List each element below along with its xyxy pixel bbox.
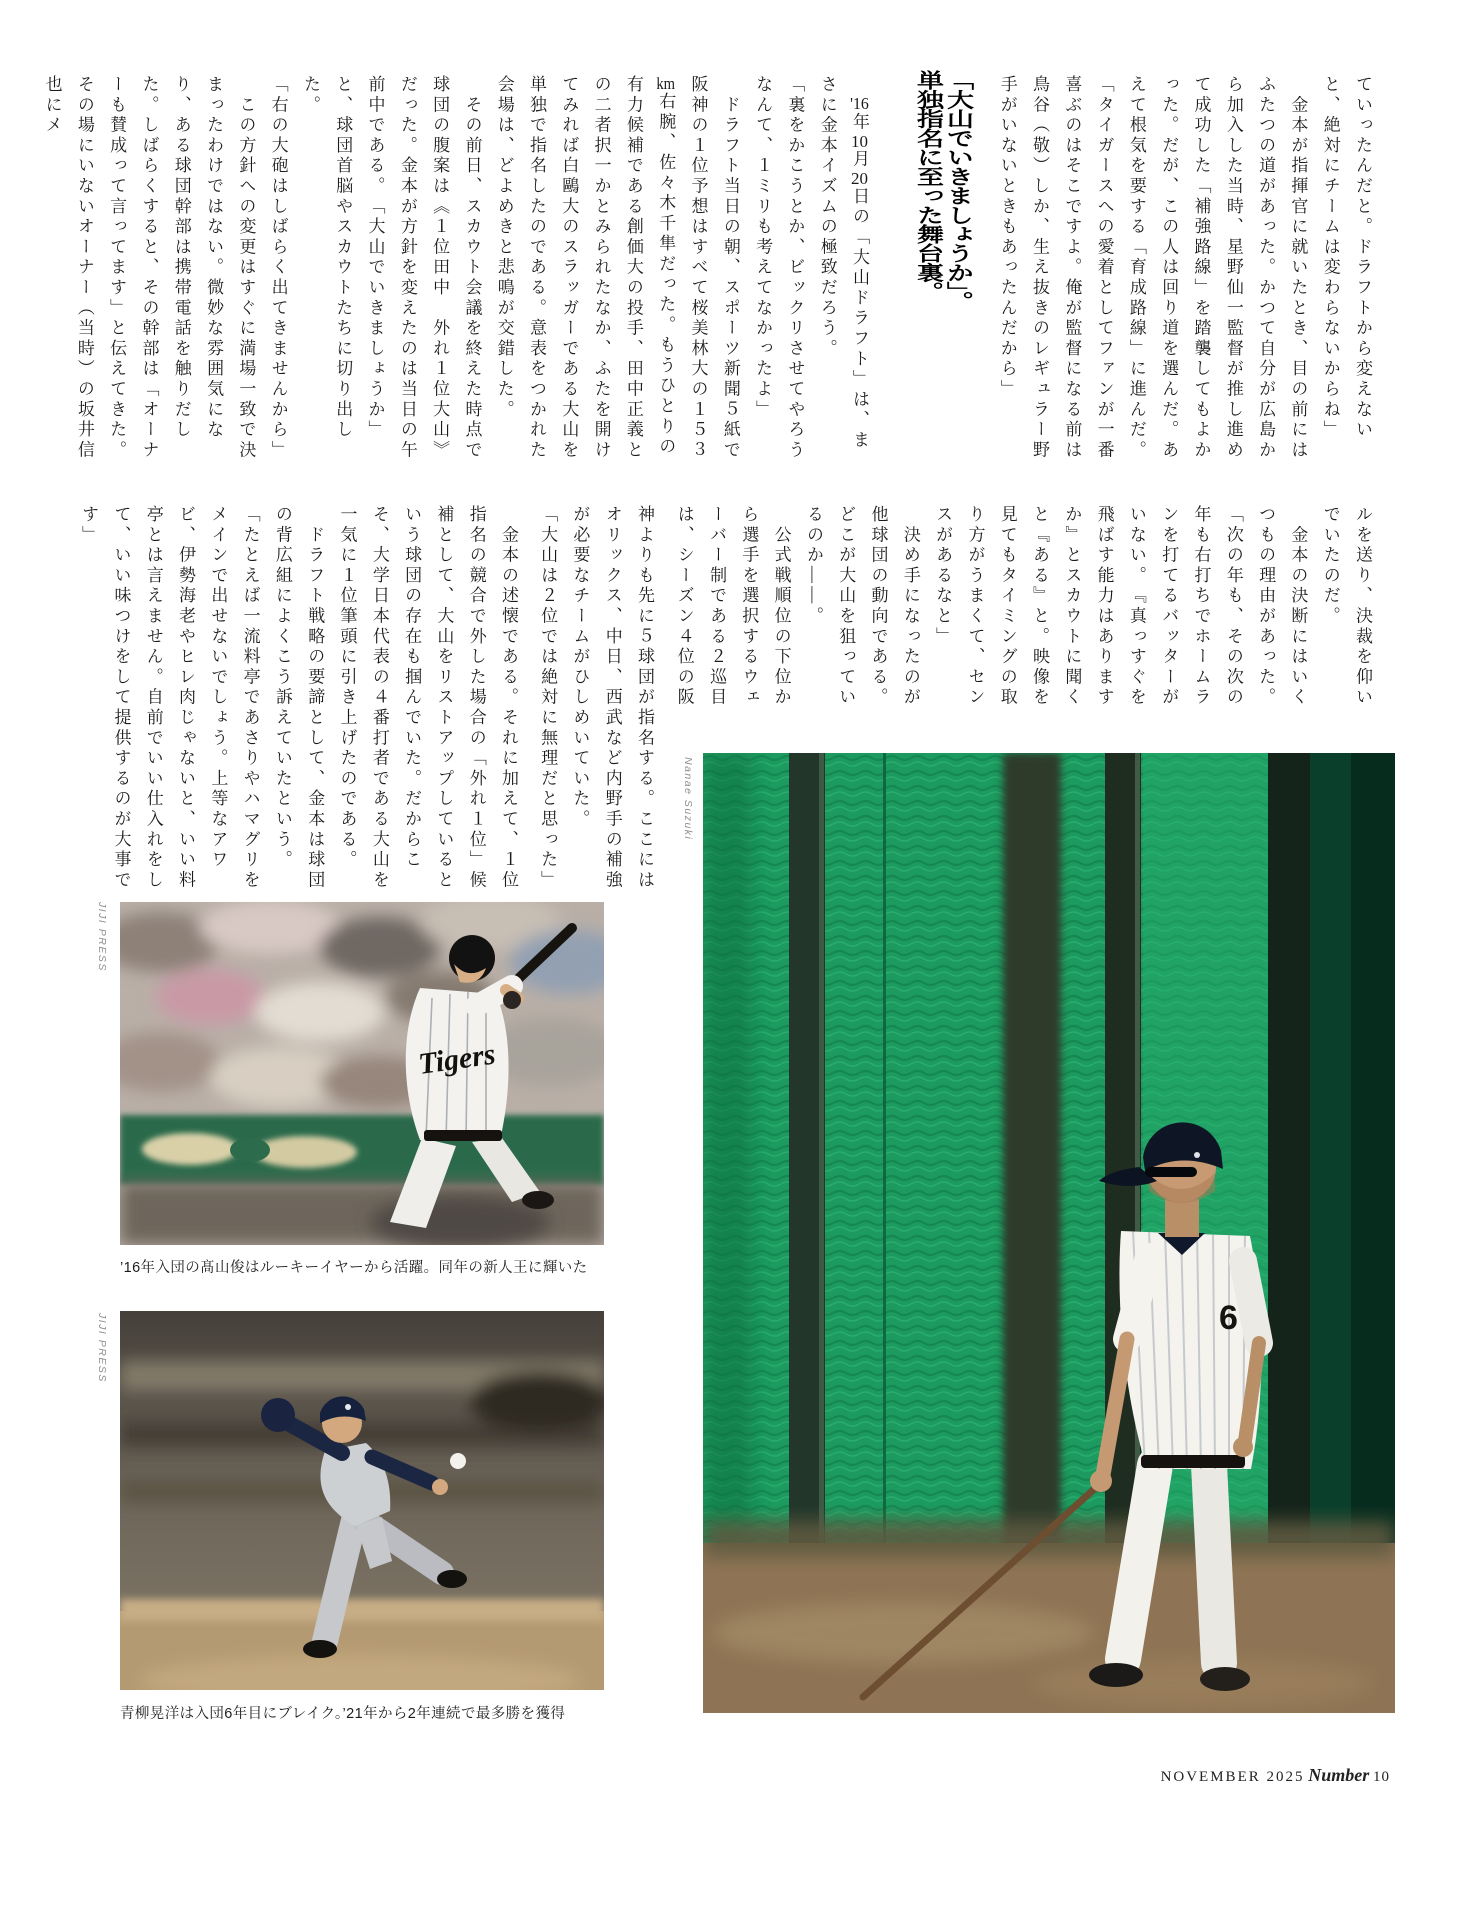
folio-issue: NOVEMBER 2025	[1160, 1769, 1305, 1785]
coach-shoe	[1200, 1667, 1250, 1691]
batter-caption: ’16年入団の髙山俊はルーキーイヤーから活躍。同年の新人王に輝いた	[120, 1260, 588, 1276]
batting-glove	[503, 991, 521, 1009]
headline-line1: 「大山でいきましょうか」。	[943, 70, 973, 311]
photo-credit-coach: Nanae Suzuki	[682, 757, 694, 841]
photo-credit-batter: JIJI PRESS	[96, 902, 108, 972]
pitcher-caption: 青柳晃洋は入団6年目にブレイク。’21年から2年連続で最多勝を獲得	[120, 1706, 566, 1722]
pitcher-photo	[120, 1311, 604, 1690]
folio-page-number: 10	[1373, 1769, 1390, 1785]
coach-shoe	[1089, 1663, 1143, 1687]
page-folio	[1161, 1765, 1390, 1786]
coach-right-leg	[1209, 1465, 1219, 1663]
jersey-number-6: 6	[1219, 1299, 1238, 1337]
tigers-logo: Tigers	[416, 1037, 498, 1081]
sunglasses	[1145, 1167, 1197, 1177]
article-band1-left: '16年10月20日の「大山ドラフト」は、まさに金本イズムの極致だろう。 「裏をかこうとか、ビックリさせてやろうなんて、１ミリも考えてなかったよ」 ドラフト当日の朝、スポーツ新聞５紙で阪神の１位予想はすべて桜美林大の１５３km右腕、佐々木千隼だった。もうひとりの有力候補である創価大の投手、田中正義との二者択一かとみられたなか、ふたを開けてみれば白鷗大のスラッガーである大山を単独で指名したのである。意表をつかれた会場は、どよめきと悲鳴が交錯した。 その前日、スカウト会議を終えた時点で球団の腹案は《１位田中 外れ１位大山》だった。金本が方針を変えたのは当日の午前中である。「大山でいきましょうか」と、球団首脳やスカウトたちに切り出した。 「右の大砲はしばらく出てきませんから」 この方針への変更はすぐに満場一致で決まったわけではない。微妙な雰囲気になり、ある球団幹部は携帯電話を触りだした。しばらくすると、その幹部は「オーナーも賛成って言ってます」と伝えてきた。その場にいないオーナー（当時）の坂井信也にメ	[42, 75, 869, 461]
article-band2-right: ルを送り、決裁を仰いでいたのだ。 金本の決断にはいくつもの理由があった。 「次の年も、その次の年も右打ちでホームランを打てるバッターがいない。『真っすぐを飛ばす能力はありますか』とスカウトに聞くと『ある』と。映像を見てもタイミングの取り方がうまくて、センスがあるなと」 決め手になったのが他球団の動向である。どこが大山を狙っているのか――。 公式戦順位の下位から選手を選択するウェーバー制である２巡目は、シーズン４位の阪	[674, 505, 1372, 708]
baseball	[450, 1453, 466, 1469]
batter-photo-art	[120, 902, 604, 1245]
folio-brand-logo: Number	[1308, 1765, 1370, 1785]
pitcher-glove	[261, 1398, 295, 1432]
coach-belt	[1141, 1455, 1245, 1468]
batter-belt	[424, 1130, 502, 1141]
article-band2-middle: 神よりも先に５球団が指名する。ここにはオリックス、中日、西武など内野手の補強が必要なチームがひしめいていた。 「大山は２位では絶対に無理だと思った」	[538, 505, 654, 891]
photo-credit-pitcher: JIJI PRESS	[96, 1313, 108, 1383]
headline-line2: 単独指名に至った舞台裏。	[913, 70, 943, 301]
coach-photo-art	[703, 753, 1395, 1713]
coach-photo	[703, 753, 1395, 1713]
pitcher-photo-art	[120, 1311, 604, 1690]
article-band1-right: ていったんだと。ドラフトから変えないと、絶対にチームは変わらないからね」 金本が指揮官に就いたとき、目の前にはふたつの道があった。かつて自分が広島から加入した当時、星野仙一監督が推し進めて成功した「補強路線」を踏襲してもよかった。だが、この人は回り道を選んだ。あえて根気を要する「育成路線」に進んだ。 「タイガースへの愛着としてファンが一番喜ぶのはそこですよ。俺が監督になる前は鳥谷（敬）しか、生え抜きのレギュラー野手がいないときもあったんだから」	[997, 75, 1372, 461]
article-band2-left: 金本の述懐である。それに加えて、１位指名の競合で外した場合の「外れ１位」候補として、大山をリストアップしているという球団の存在も掴んでいた。だからこそ、大学日本代表の４番打者である大山を一気に１位筆頭に引き上げたのである。 ドラフト戦略の要諦として、金本は球団の背広組によくこう訴えていたという。 「たとえば一流料亭であさりやハマグリをメインで出せないでしょう。上等なアワビ、伊勢海老やヒレ肉じゃないと、いい料亭とは言えません。自前でいい仕入れをして、いい味つけをして提供するのが大事です」	[79, 505, 518, 891]
batter-photo	[120, 902, 604, 1245]
article-headline	[913, 70, 973, 332]
